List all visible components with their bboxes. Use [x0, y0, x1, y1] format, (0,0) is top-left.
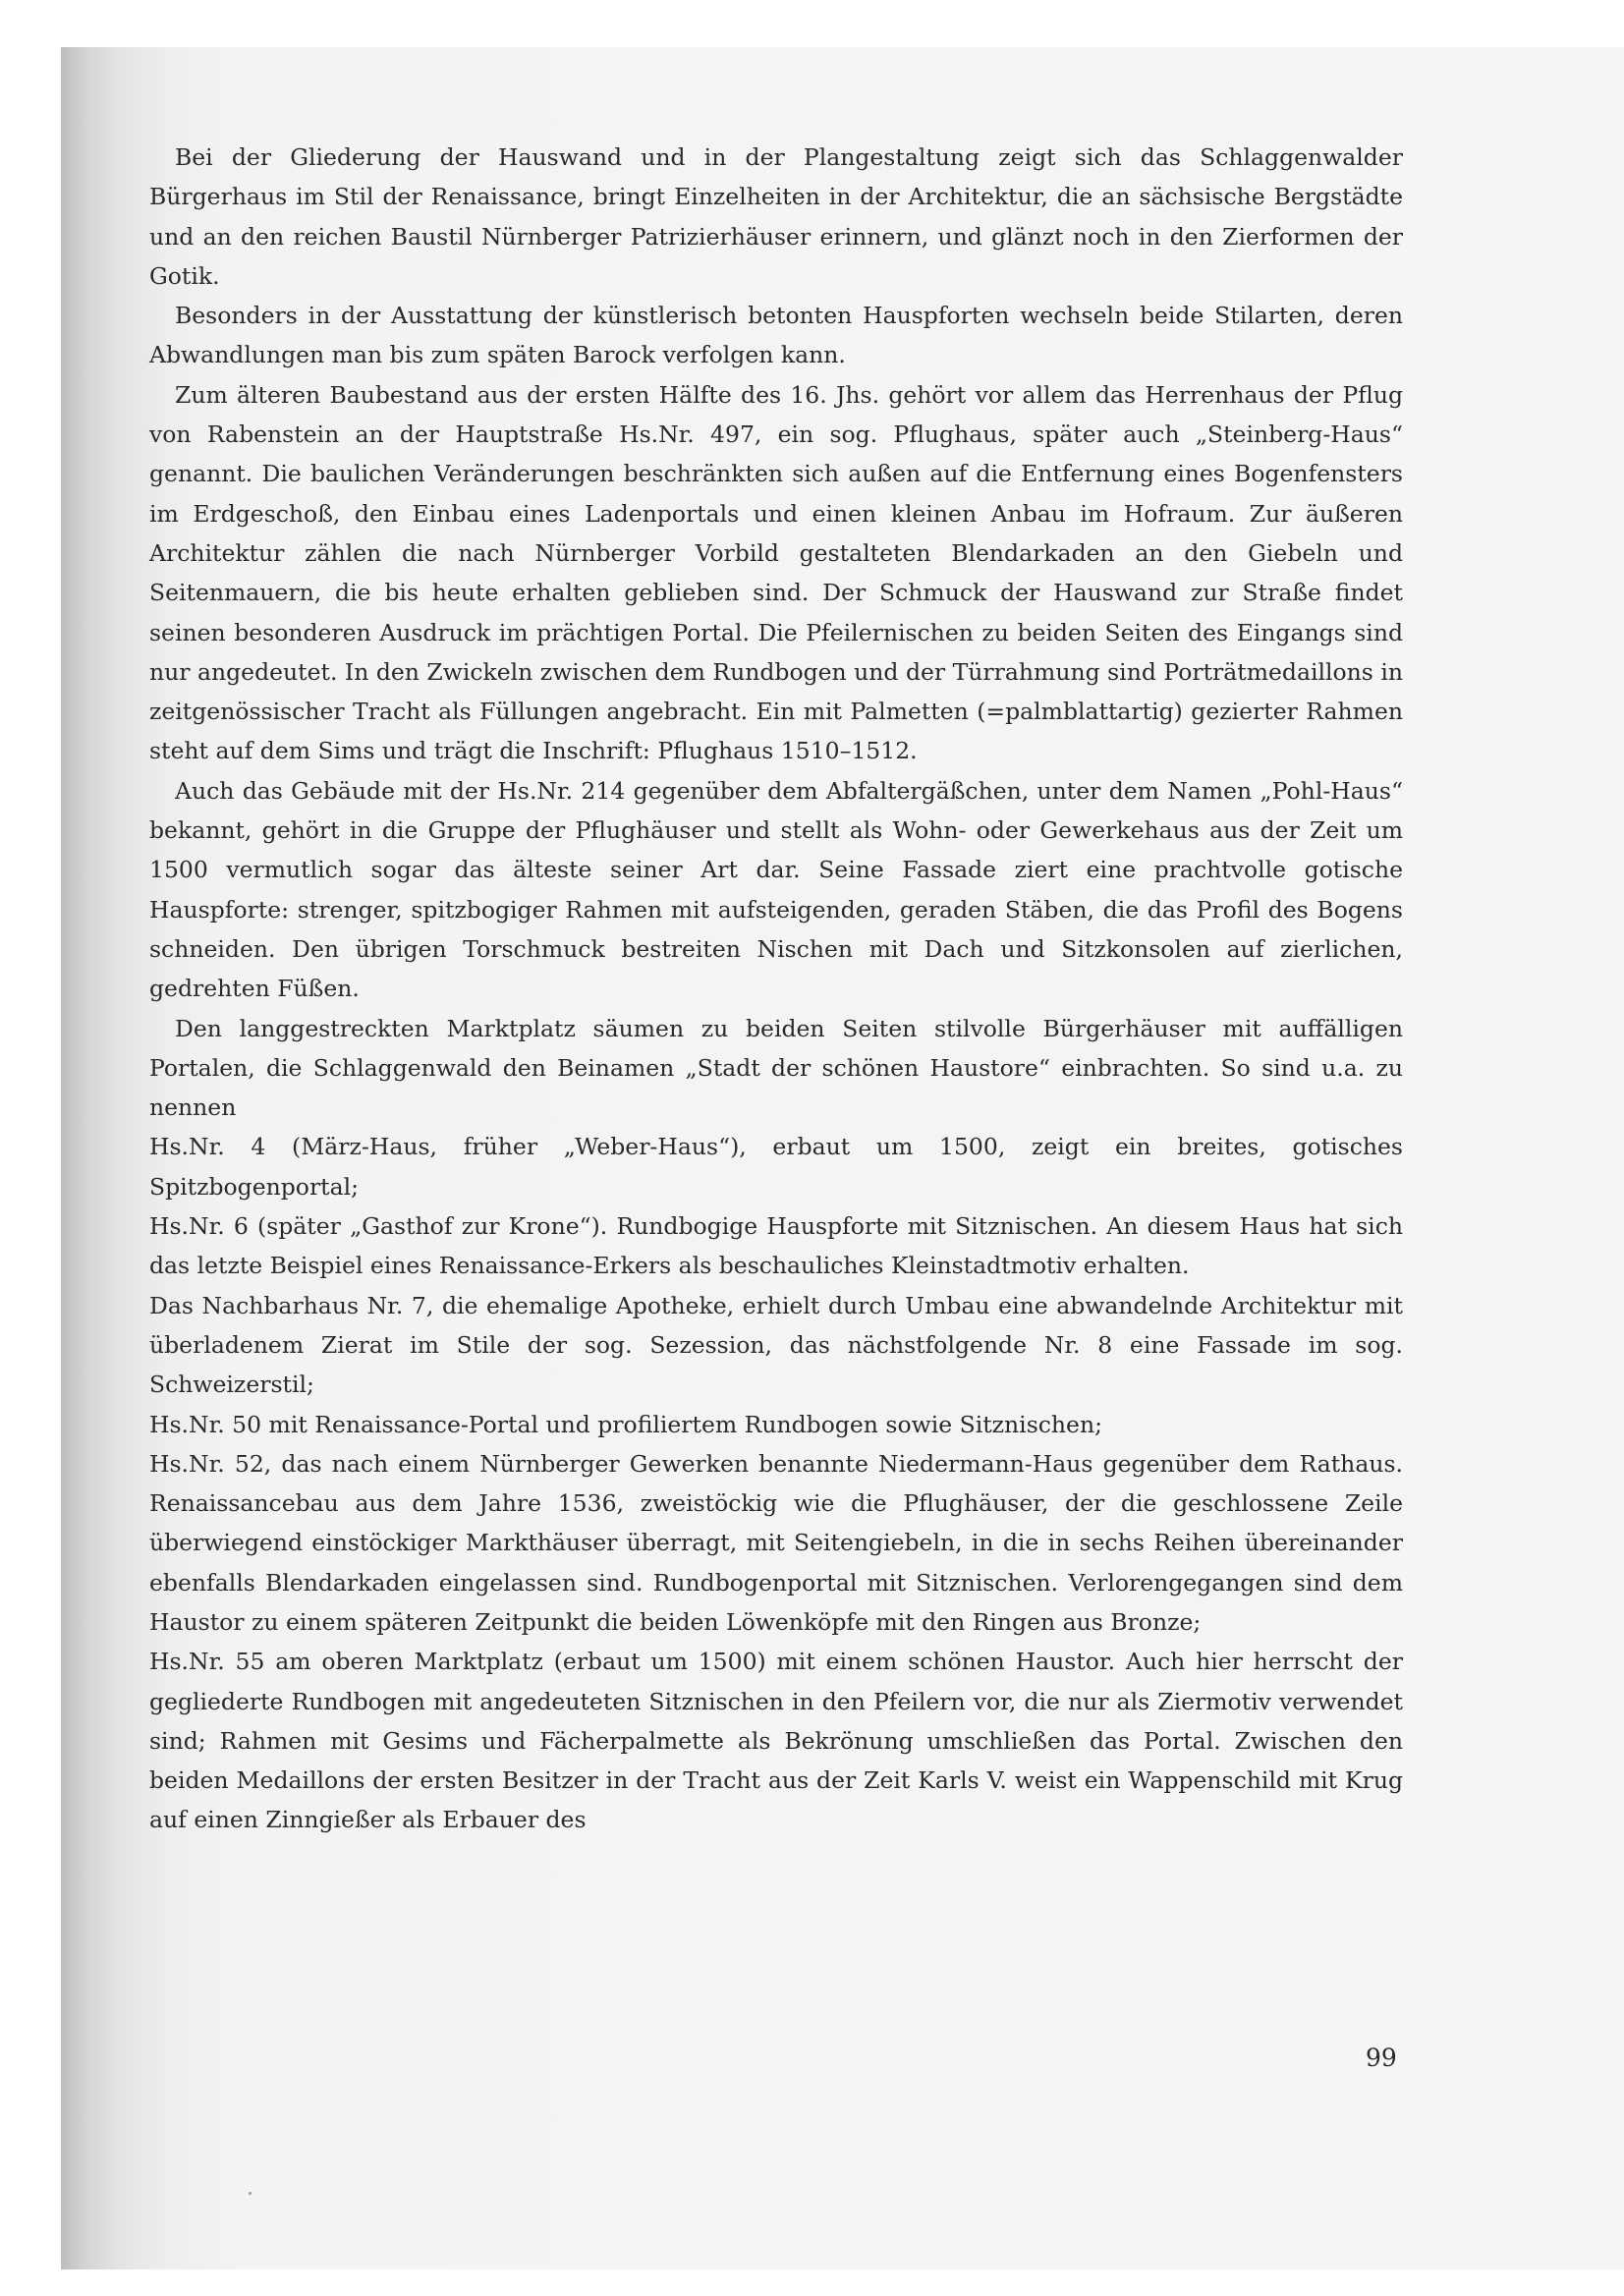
paragraph-hauspforten: Besonders in der Ausstattung der künstlerisch betonten Hauspforten wechseln beide Stilarten, deren Abwandlungen man bis zum späten Barock verfolgen kann.: [149, 302, 1403, 369]
page-number: 99: [1366, 2044, 1397, 2072]
list-item-hsnr-52: Hs.Nr. 52, das nach einem Nürnberger Gewerken benannte Niedermann-Haus gegenüber dem Rathaus. Renaissancebau aus dem Jahre 1536, zweistöckig wie die Pflughäuser, der die geschlossene Zeile überwiegend einstöckiger Markthäuser überragt, mit Seitengiebeln, in die in sechs Reihen übereinander ebenfalls Blendarkaden eingelassen sind. Rundbogenportal mit Sitznischen. Verlorengegangen sind dem Haustor zu einem späteren Zeitpunkt die beiden Löwenköpfe mit den Ringen aus Bronze;: [149, 1449, 1403, 1636]
list-item-hsnr-55: Hs.Nr. 55 am oberen Marktplatz (erbaut um 1500) mit einem schönen Haustor. Auch hier herrscht der gegliederte Rundbogen mit angedeuteten Sitznischen in den Pfeilern vor, die nur als Ziermotiv verwendet sind; Rahmen mit Gesims und Fächerpalmette als Bekrönung umschließen das Portal. Zwischen den beiden Medaillons der ersten Besitzer in der Tracht aus der Zeit Karls V. weist ein Wappenschild mit Krug auf einen Zinngießer als Erbauer des: [149, 1648, 1403, 1834]
paragraph-intro: Bei der Gliederung der Hauswand und in der Plangestaltung zeigt sich das Schlaggenwalder Bürgerhaus im Stil der Renaissance, bringt Einzelheiten in der Architektur, die an sächsische Bergstädte und an den reichen Baustil Nürnberger Patrizierhäuser erinnern, und glänzt noch in den Zierformen der Gotik.: [149, 143, 1403, 290]
paragraph-pohl-haus: Auch das Gebäude mit der Hs.Nr. 214 gegenüber dem Abfaltergäßchen, unter dem Namen „Pohl-Haus“ bekannt, gehört in die Gruppe der Pflughäuser und stellt als Wohn- oder Gewerkehaus aus der Zeit um 1500 vermutlich sogar das älteste seiner Art dar. Seine Fassade ziert eine prachtvolle gotische Hauspforte: strenger, spitzbogiger Rahmen mit aufsteigenden, geraden Stäben, die das Profil des Bogens schneiden. Den übrigen Torschmuck bestreiten Nischen mit Dach und Sitzkonsolen auf zierlichen, gedrehten Füßen.: [149, 776, 1403, 1003]
list-item-hsnr-50: Hs.Nr. 50 mit Renaissance-Portal und profiliertem Rundbogen sowie Sitznischen;: [149, 1410, 1103, 1438]
list-item-hsnr-4: Hs.Nr. 4 (März-Haus, früher „Weber-Haus“), erbaut um 1500, zeigt ein breites, gotisches Spitzbogenportal;: [149, 1133, 1403, 1201]
paragraph-pflughaus: Zum älteren Baubestand aus der ersten Hälfte des 16. Jhs. gehört vor allem das Herrenhaus der Pflug von Rabenstein an der Hauptstraße Hs.Nr. 497, ein sog. Pflughaus, später auch „Steinberg-Haus“ genannt. Die baulichen Veränderungen beschränkten sich außen auf die Entfernung eines Bogenfensters im Erdgeschoß, den Einbau eines Ladenportals und einen kleinen Anbau im Hofraum. Zur äußeren Architektur zählen die nach Nürnberger Vorbild gestalteten Blendarkaden an den Giebeln und Seitenmauern, die bis heute erhalten geblieben sind. Der Schmuck der Hauswand zur Straße findet seinen besonderen Ausdruck im prächtigen Portal. Die Pfeilernischen zu beiden Seiten des Eingangs sind nur angedeutet. In den Zwickeln zwischen dem Rundbogen und der Türrahmung sind Porträtmedaillons in zeitgenössischer Tracht als Füllungen angebracht. Ein mit Palmetten (=palmblattartig) gezierter Rahmen steht auf dem Sims und trägt die Inschrift: Pflughaus 1510–1512.: [149, 380, 1403, 765]
scan-speck: [249, 2192, 252, 2195]
list-item-nachbarhaus-7: Das Nachbarhaus Nr. 7, die ehemalige Apotheke, erhielt durch Umbau eine abwandelnde Architektur mit überladenem Zierat im Stile der sog. Sezession, das nächstfolgende Nr. 8 eine Fassade im sog. Schweizerstil;: [149, 1291, 1403, 1399]
body-text: [149, 138, 1403, 1840]
paragraph-marktplatz: Den langgestreckten Marktplatz säumen zu beiden Seiten stilvolle Bürgerhäuser mit auffälligen Portalen, die Schlaggenwald den Beinamen „Stadt der schönen Haustore“ einbrachten. So sind u.a. zu nennen: [149, 1014, 1403, 1122]
list-item-hsnr-6: Hs.Nr. 6 (später „Gasthof zur Krone“). Rundbogige Hauspforte mit Sitznischen. An diesem Haus hat sich das letzte Beispiel eines Renaissance-Erkers als beschauliches Kleinstadtmotiv erhalten.: [149, 1212, 1403, 1280]
